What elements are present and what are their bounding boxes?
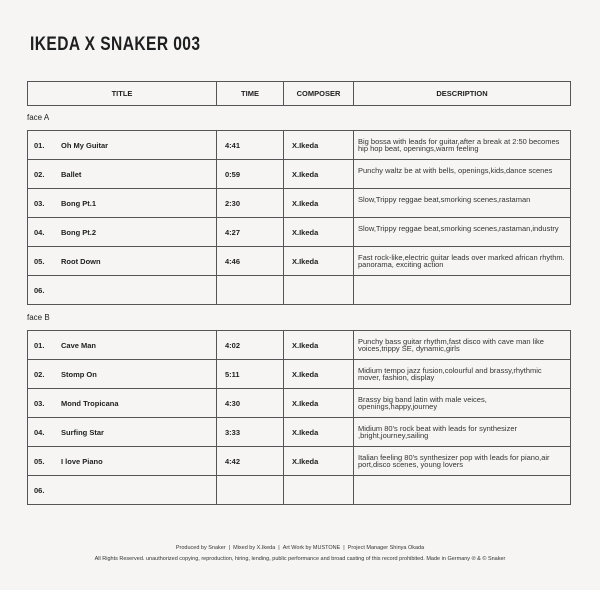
- track-title: Surfing Star: [61, 428, 104, 437]
- track-title-cell: [28, 418, 217, 447]
- track-title-cell: [28, 218, 217, 247]
- track-row: [28, 218, 571, 247]
- track-description: Slow,Trippy reggae beat,smorking scenes,rastaman,industry: [354, 218, 571, 247]
- credits-line: Produced by Snaker | Mixed by X.Ikeda | Art Work by MUSTONE | Project Manager Shinya Okada: [175, 545, 425, 551]
- track-composer: X.Ikeda: [284, 360, 354, 389]
- col-composer-header: COMPOSER: [284, 82, 354, 106]
- track-number: 06.: [34, 486, 45, 495]
- track-title: Cave Man: [61, 341, 97, 350]
- track-composer: X.Ikeda: [284, 389, 354, 418]
- track-time: 4:42: [217, 447, 284, 476]
- track-title-cell: [28, 360, 217, 389]
- track-row: [28, 160, 571, 189]
- track-description: Punchy bass guitar rhythm,fast disco with cave man like voices,trippy SE, dynamic,girls: [354, 331, 571, 360]
- track-composer: X.Ikeda: [284, 247, 354, 276]
- track-number: 04.: [34, 428, 45, 437]
- track-title-cell: [28, 389, 217, 418]
- face-b-label: face B: [27, 313, 50, 322]
- track-composer: X.Ikeda: [284, 218, 354, 247]
- track-composer: [284, 276, 354, 305]
- track-row: [28, 189, 571, 218]
- track-time: 4:41: [217, 131, 284, 160]
- track-number: 03.: [34, 199, 45, 208]
- track-title: Ballet: [61, 170, 82, 179]
- track-number: 01.: [34, 141, 45, 150]
- legal-notice: All Rights Reserved. unauthorized copying, reproduction, hiring, lending, public performance and broad casting of this record prohibited. Made in Germany ℗ & © Snaker: [94, 556, 506, 562]
- col-description-header: DESCRIPTION: [354, 82, 571, 106]
- track-time: 4:30: [217, 389, 284, 418]
- track-description: [354, 476, 571, 505]
- track-description: Slow,Trippy reggae beat,smorking scenes,rastaman: [354, 189, 571, 218]
- track-number: 01.: [34, 341, 45, 350]
- track-title-cell: [28, 160, 217, 189]
- track-description: Midium tempo jazz fusion,colourful and brassy,rhythmic mover, fashion, display: [354, 360, 571, 389]
- credit-produced: Produced by Snaker: [175, 545, 226, 551]
- track-time: 2:30: [217, 189, 284, 218]
- track-title-cell: [28, 247, 217, 276]
- track-title-cell: [28, 276, 217, 305]
- track-description: Italian feeling 80's synthesizer pop with leads for piano,air port,disco scenes, young lovers: [354, 447, 571, 476]
- track-composer: X.Ikeda: [284, 447, 354, 476]
- face-a-track-table: [27, 130, 571, 305]
- track-row: [28, 476, 571, 505]
- track-number: 02.: [34, 370, 45, 379]
- track-number: 02.: [34, 170, 45, 179]
- column-header-table: [27, 81, 571, 106]
- track-title: Bong Pt.2: [61, 228, 96, 237]
- track-time: 3:33: [217, 418, 284, 447]
- credit-mixed: Mixed by X.Ikeda: [233, 545, 276, 551]
- track-number: 06.: [34, 286, 45, 295]
- track-title-cell: [28, 447, 217, 476]
- track-time: 5:11: [217, 360, 284, 389]
- track-row: [28, 276, 571, 305]
- col-title-header: TITLE: [28, 82, 217, 106]
- track-composer: X.Ikeda: [284, 160, 354, 189]
- track-composer: [284, 476, 354, 505]
- page-title: IKEDA X SNAKER 003: [30, 34, 201, 55]
- track-description: Punchy waltz be at with bells, openings,kids,dance scenes: [354, 160, 571, 189]
- track-title: Stomp On: [61, 370, 97, 379]
- track-time: 4:46: [217, 247, 284, 276]
- track-composer: X.Ikeda: [284, 418, 354, 447]
- track-description: Brassy big band latin with male veices, openings,happy,journey: [354, 389, 571, 418]
- track-composer: X.Ikeda: [284, 131, 354, 160]
- track-title: I love Piano: [61, 457, 103, 466]
- track-time: [217, 476, 284, 505]
- track-number: 04.: [34, 228, 45, 237]
- track-title: Oh My Guitar: [61, 141, 109, 150]
- track-title-cell: [28, 476, 217, 505]
- track-composer: X.Ikeda: [284, 331, 354, 360]
- track-row: [28, 360, 571, 389]
- track-time: 0:59: [217, 160, 284, 189]
- track-description: Midium 80's rock beat with leads for synthesizer ,bright,journey,sailing: [354, 418, 571, 447]
- face-a-label: face A: [27, 113, 50, 122]
- credit-artwork: Art Work by MUSTONE: [282, 545, 341, 551]
- track-row: [28, 131, 571, 160]
- track-description: [354, 276, 571, 305]
- credit-manager: Project Manager Shinya Okada: [347, 545, 425, 551]
- track-row: [28, 389, 571, 418]
- track-number: 05.: [34, 257, 45, 266]
- track-title-cell: [28, 331, 217, 360]
- col-time-header: TIME: [217, 82, 284, 106]
- track-description: Big bossa with leads for guitar,after a break at 2:50 becomes hip hop beat, openings,warm feeling: [354, 131, 571, 160]
- track-title-cell: [28, 131, 217, 160]
- track-title: Root Down: [61, 257, 101, 266]
- track-time: 4:02: [217, 331, 284, 360]
- track-composer: X.Ikeda: [284, 189, 354, 218]
- track-time: 4:27: [217, 218, 284, 247]
- track-title-cell: [28, 189, 217, 218]
- track-row: [28, 418, 571, 447]
- track-row: [28, 247, 571, 276]
- track-number: 05.: [34, 457, 45, 466]
- face-b-track-table: [27, 330, 571, 505]
- track-row: [28, 447, 571, 476]
- track-time: [217, 276, 284, 305]
- track-number: 03.: [34, 399, 45, 408]
- track-title: Bong Pt.1: [61, 199, 96, 208]
- track-description: Fast rock-like,electric guitar leads over marked african rhythm. panorama, exciting action: [354, 247, 571, 276]
- track-title: Mond Tropicana: [61, 399, 119, 408]
- track-row: [28, 331, 571, 360]
